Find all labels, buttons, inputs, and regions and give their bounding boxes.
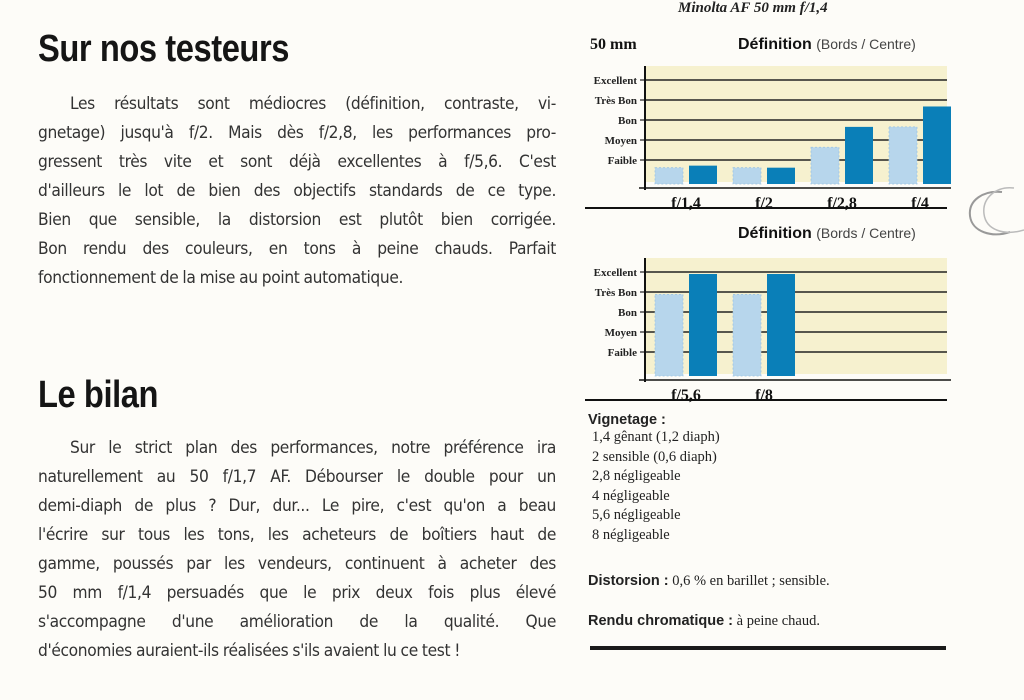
vignetage-list [588, 428, 720, 546]
vignetage-block [588, 412, 720, 546]
bar-center [689, 274, 717, 376]
vignetage-item: 4 négligeable [592, 487, 670, 504]
text-line: 50 mm f/1,4 persuadés que le prix deux fois plus élevé [38, 583, 556, 603]
bar-center [845, 127, 873, 184]
vignetage-item: 2,8 négligeable [592, 468, 681, 485]
rendu-label: Rendu chromatique : [588, 613, 734, 629]
text-line: d'ailleurs le lot de bien des objectifs standards de ce type. [38, 181, 556, 201]
bar-edge [655, 294, 683, 376]
y-tick-label: Bon [618, 115, 637, 127]
x-tick-label: f/2 [755, 195, 773, 212]
rendu-value: à peine chaud. [736, 613, 820, 629]
vignetage-item: 2 sensible (0,6 diaph) [592, 448, 717, 465]
vignetage-item: 5,6 négligeable [592, 507, 681, 524]
text-line: gressent très vite et sont déjà excellentes à f/5,6. C'est [38, 152, 556, 172]
distorsion-label: Distorsion : [588, 573, 669, 589]
lens-model-header: Minolta AF 50 mm f/1,4 [678, 0, 828, 16]
chart-1-subtitle: (Bords / Centre) [816, 36, 916, 52]
bar-edge [811, 147, 839, 184]
bar-edge [733, 168, 761, 184]
y-tick-label: Moyen [604, 327, 637, 339]
x-tick-label: f/4 [911, 195, 929, 212]
x-tick-label: f/1,4 [671, 195, 701, 212]
x-tick-label: f/2,8 [827, 195, 857, 212]
y-tick-label: Bon [618, 307, 637, 319]
text-line: gamme, poussés par les vendeurs, continuent à acheter des [38, 554, 556, 574]
chart-2-title-text: Définition [738, 225, 812, 242]
bar-edge [733, 294, 761, 376]
bar-center [767, 274, 795, 376]
chart-1-title [738, 36, 916, 54]
text-line: demi-diaph de plus ? Dur, dur... Le pire, c'est qu'on a beau [38, 496, 556, 516]
bar-center [689, 166, 717, 184]
chart-2-title [738, 225, 916, 243]
text-line: Bon rendu des couleurs, en tons à peine chauds. Parfait [38, 239, 556, 259]
definition-chart-2 [585, 256, 955, 406]
section-text-bilan [38, 434, 556, 666]
distorsion-value: 0,6 % en barillet ; sensible. [672, 573, 830, 589]
bar-center [923, 106, 951, 184]
y-tick-label: Faible [607, 347, 637, 359]
text-line: naturellement au 50 f/1,7 AF. Débourser le double pour un [38, 467, 556, 487]
text-line: Sur le strict plan des performances, notre préférence ira [70, 438, 556, 458]
chart-2-subtitle: (Bords / Centre) [816, 225, 916, 241]
focal-length-label: 50 mm [590, 36, 637, 53]
vignetage-item: 8 négligeable [592, 526, 670, 543]
y-tick-label: Excellent [593, 267, 637, 279]
section-title-bilan: Le bilan [38, 374, 159, 416]
margin-circle-mark [962, 186, 1024, 242]
y-tick-label: Moyen [604, 135, 637, 147]
bottom-rule [590, 646, 946, 650]
bar-edge [655, 168, 683, 184]
chart-1-title-text: Définition [738, 36, 812, 53]
text-line: gnetage) jusqu'à f/2. Mais dès f/2,8, les performances pro- [38, 123, 556, 143]
rendu-line [588, 613, 820, 630]
bar-edge [889, 127, 917, 184]
definition-chart-1 [585, 64, 955, 214]
vignetage-item: 1,4 gênant (1,2 diaph) [592, 429, 720, 445]
vignetage-label: Vignetage : [588, 412, 666, 428]
y-tick-label: Faible [607, 155, 637, 167]
y-tick-label: Excellent [593, 75, 637, 87]
text-line: d'économies auraient-ils réalisées s'ils avaient lu ce test ! [38, 641, 461, 661]
x-tick-label: f/8 [755, 387, 773, 404]
bar-center [767, 168, 795, 184]
x-tick-label: f/5,6 [671, 387, 701, 404]
y-tick-label: Très Bon [594, 95, 637, 107]
text-line: Les résultats sont médiocres (définition, contraste, vi- [70, 94, 556, 114]
text-line: fonctionnement de la mise au point automatique. [38, 268, 404, 288]
section-title-testeurs: Sur nos testeurs [38, 28, 290, 70]
section-text-testeurs [38, 90, 556, 293]
text-line: s'accompagne d'une amélioration de la qualité. Que [38, 612, 556, 632]
text-line: Bien que sensible, la distorsion est plutôt bien corrigée. [38, 210, 556, 230]
y-tick-label: Très Bon [594, 287, 637, 299]
text-line: l'écrire sur tous les tons, les acheteurs de boîtiers haut de [38, 525, 556, 545]
distorsion-line [588, 573, 830, 590]
